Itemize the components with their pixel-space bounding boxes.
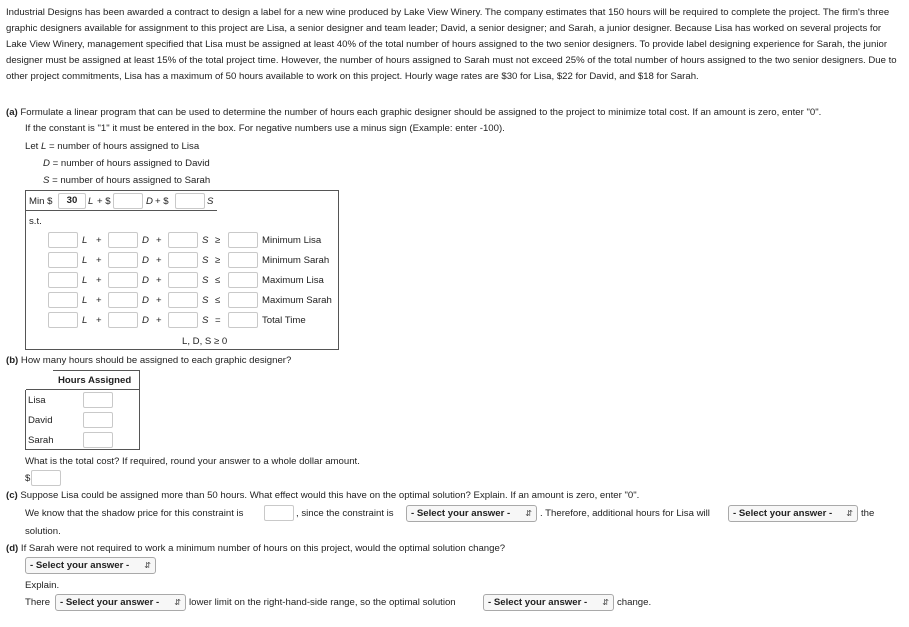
- updown-arrow-icon: ⇵: [846, 509, 853, 518]
- obj-plus-1: + $: [97, 196, 111, 207]
- constraint-4-var-L: L: [82, 315, 88, 326]
- constraint-2-plus-1: +: [96, 275, 102, 286]
- let-D-definition: = number of hours assigned to David: [52, 158, 210, 169]
- constraint-2-sign: ≤: [215, 275, 221, 286]
- part-b-text: How many hours should be assigned to each graphic designer?: [20, 355, 292, 366]
- constraint-1-coef-D-input[interactable]: [108, 252, 138, 268]
- constraint-1-coef-S-input[interactable]: [168, 252, 198, 268]
- part-d-text-2: lower limit on the right-hand-side range, so the optimal solution: [189, 597, 456, 608]
- hours-table-header-line: [25, 389, 140, 390]
- obj-plus-2: + $: [155, 196, 169, 207]
- constraint-3-coef-D-input[interactable]: [108, 292, 138, 308]
- part-a-label: (a): [6, 107, 18, 118]
- total-cost-dollar: $: [25, 473, 31, 484]
- constraint-4-coef-L-input[interactable]: [48, 312, 78, 328]
- part-d-text-3: change.: [617, 597, 652, 608]
- lower-limit-select[interactable]: [55, 594, 186, 611]
- part-d-text: If Sarah were not required to work a minimum number of hours on this project, would the optimal solution change?: [20, 543, 506, 554]
- part-b-question: [6, 355, 291, 366]
- updown-arrow-icon: ⇵: [144, 561, 151, 570]
- constraint-0-name: Minimum Lisa: [262, 235, 322, 246]
- constraint-2-plus-2: +: [156, 275, 162, 286]
- constraint-status-select[interactable]: [406, 505, 537, 522]
- constraint-0-plus-1: +: [96, 235, 102, 246]
- constraint-0-plus-2: +: [156, 235, 162, 246]
- part-d-label: (d): [6, 543, 19, 554]
- obj-var-D: D: [146, 196, 153, 207]
- constraint-4-var-S: S: [202, 315, 209, 326]
- constraint-status-value: - Select your answer -: [411, 508, 511, 519]
- objective-divider: [25, 210, 217, 211]
- obj-coef-D-input[interactable]: [113, 193, 143, 209]
- constraint-1-coef-L-input[interactable]: [48, 252, 78, 268]
- constraint-1-var-D: D: [142, 255, 149, 266]
- constraint-0-var-S: S: [202, 235, 209, 246]
- explain-label: Explain.: [25, 580, 60, 591]
- table-corner-mask: [25, 370, 26, 390]
- constraint-4-var-D: D: [142, 315, 149, 326]
- constraint-1-rhs-input[interactable]: [228, 252, 258, 268]
- part-b-label: (b): [6, 355, 19, 366]
- constraint-3-name: Maximum Sarah: [262, 295, 332, 306]
- constraint-3-var-D: D: [142, 295, 149, 306]
- optimal-solution-select[interactable]: [483, 594, 614, 611]
- part-c-text-5: solution.: [25, 526, 61, 537]
- constraint-4-rhs-input[interactable]: [228, 312, 258, 328]
- constraint-0-sign: ≥: [215, 235, 221, 246]
- shadow-price-input[interactable]: [264, 505, 294, 521]
- part-c-text: Suppose Lisa could be assigned more than 50 hours. What effect would this have on the optimal solution? Explain. If an amount is zero, enter "0".: [20, 490, 640, 501]
- hours-row-2-input[interactable]: [83, 432, 113, 448]
- updown-arrow-icon: ⇵: [602, 598, 609, 607]
- constraint-2-var-D: D: [142, 275, 149, 286]
- constraint-1-plus-2: +: [156, 255, 162, 266]
- constraint-2-name: Maximum Lisa: [262, 275, 324, 286]
- nonnegativity-label: L, D, S ≥ 0: [182, 336, 228, 347]
- constraint-4-plus-1: +: [96, 315, 102, 326]
- let-D-line: [43, 158, 210, 169]
- constraint-3-sign: ≤: [215, 295, 221, 306]
- let-prefix: Let: [25, 141, 39, 152]
- min-label: Min $: [29, 196, 53, 207]
- hours-assigned-header: Hours Assigned: [58, 375, 132, 386]
- constraint-3-coef-L-input[interactable]: [48, 292, 78, 308]
- constraint-4-sign: =: [215, 315, 221, 326]
- constraint-1-name: Minimum Sarah: [262, 255, 330, 266]
- lower-limit-value: - Select your answer -: [60, 597, 160, 608]
- solution-change-select[interactable]: [25, 557, 156, 574]
- constraint-2-coef-S-input[interactable]: [168, 272, 198, 288]
- part-c-question: [6, 490, 639, 501]
- constraint-2-coef-L-input[interactable]: [48, 272, 78, 288]
- hours-row-1-label: David: [28, 415, 53, 426]
- obj-var-L: L: [88, 196, 94, 207]
- constraint-2-rhs-input[interactable]: [228, 272, 258, 288]
- constraint-3-var-S: S: [202, 295, 209, 306]
- obj-coef-L-input[interactable]: 30: [58, 193, 86, 209]
- table-corner-mask-top: [25, 370, 53, 371]
- constraint-1-var-S: S: [202, 255, 209, 266]
- let-L-line: [25, 141, 199, 152]
- obj-var-S: S: [207, 196, 214, 207]
- solution-change-value: - Select your answer -: [30, 560, 130, 571]
- total-cost-input[interactable]: [31, 470, 61, 486]
- let-S-line: [43, 175, 210, 186]
- part-d-question: [6, 543, 505, 554]
- constraint-0-rhs-input[interactable]: [228, 232, 258, 248]
- part-c-text-3: . Therefore, additional hours for Lisa will: [540, 508, 710, 519]
- constraint-3-rhs-input[interactable]: [228, 292, 258, 308]
- constraint-3-coef-S-input[interactable]: [168, 292, 198, 308]
- part-c-text-2: , since the constraint is: [296, 508, 394, 519]
- updown-arrow-icon: ⇵: [174, 598, 181, 607]
- optimal-solution-value: - Select your answer -: [488, 597, 588, 608]
- constraint-4-name: Total Time: [262, 315, 306, 326]
- obj-coef-S-input[interactable]: [175, 193, 205, 209]
- total-cost-question: What is the total cost? If required, round your answer to a whole dollar amount.: [25, 456, 360, 467]
- var-L-label: L: [41, 141, 47, 152]
- constraint-2-var-S: S: [202, 275, 209, 286]
- hours-row-0-label: Lisa: [28, 395, 46, 406]
- part-a-text: Formulate a linear program that can be used to determine the number of hours each graphic designer should be assigned to the project to minimize total cost. If an amount is zero, enter "0".: [20, 107, 822, 118]
- updown-arrow-icon: ⇵: [525, 509, 532, 518]
- constraint-3-plus-2: +: [156, 295, 162, 306]
- constraint-0-var-D: D: [142, 235, 149, 246]
- var-S-label: S: [43, 175, 50, 186]
- var-D-label: D: [43, 158, 50, 169]
- constraint-2-coef-D-input[interactable]: [108, 272, 138, 288]
- let-L-definition: = number of hours assigned to Lisa: [49, 141, 200, 152]
- part-c-text-1: We know that the shadow price for this constraint is: [25, 508, 244, 519]
- part-c-text-4: the: [861, 508, 875, 519]
- constraint-1-plus-1: +: [96, 255, 102, 266]
- let-S-definition: = number of hours assigned to Sarah: [52, 175, 211, 186]
- constraint-4-plus-2: +: [156, 315, 162, 326]
- constraint-0-var-L: L: [82, 235, 88, 246]
- additional-hours-effect-select[interactable]: [728, 505, 858, 522]
- part-a-question: [6, 107, 821, 118]
- hours-row-0-input[interactable]: [83, 392, 113, 408]
- constraint-0-coef-L-input[interactable]: [48, 232, 78, 248]
- part-c-label: (c): [6, 490, 18, 501]
- hours-row-2-label: Sarah: [28, 435, 54, 446]
- st-label: s.t.: [29, 216, 42, 227]
- constraint-4-coef-D-input[interactable]: [108, 312, 138, 328]
- constraint-3-var-L: L: [82, 295, 88, 306]
- constraint-1-sign: ≥: [215, 255, 221, 266]
- constraint-3-plus-1: +: [96, 295, 102, 306]
- constraint-0-coef-D-input[interactable]: [108, 232, 138, 248]
- part-a-note: If the constant is "1" it must be entered in the box. For negative numbers use a minus sign (Example: enter -100).: [25, 123, 505, 134]
- constraint-4-coef-S-input[interactable]: [168, 312, 198, 328]
- constraint-1-var-L: L: [82, 255, 88, 266]
- problem-intro: Industrial Designs has been awarded a contract to design a label for a new wine produced by Lake View Winery. The company estimates that 150 hours will be required to complete the project. The firm's three graphic designers available for assignment to this project are Lisa, a senior designer and team leader; David, a senior designer; and Sarah, a junior designer. Because Lisa has worked on several projects for Lake View Winery, management specified that Lisa must be assigned at least 40% of the total number of hours assigned to the two senior designers. To provide label designing experience for Sarah, the junior designer must be assigned at least 15% of the total project time. However, the number of hours assigned to Sarah must not exceed 25% of the total number of hours assigned to the two senior designers. Due to other project commitments, Lisa has a maximum of 50 hours available to work on this project. Hourly wage rates are $30 for Lisa, $22 for David, and $18 for Sarah.: [6, 7, 897, 82]
- constraint-2-var-L: L: [82, 275, 88, 286]
- constraint-0-coef-S-input[interactable]: [168, 232, 198, 248]
- part-d-text-1: There: [25, 597, 51, 608]
- hours-row-1-input[interactable]: [83, 412, 113, 428]
- additional-hours-effect-value: - Select your answer -: [733, 508, 833, 519]
